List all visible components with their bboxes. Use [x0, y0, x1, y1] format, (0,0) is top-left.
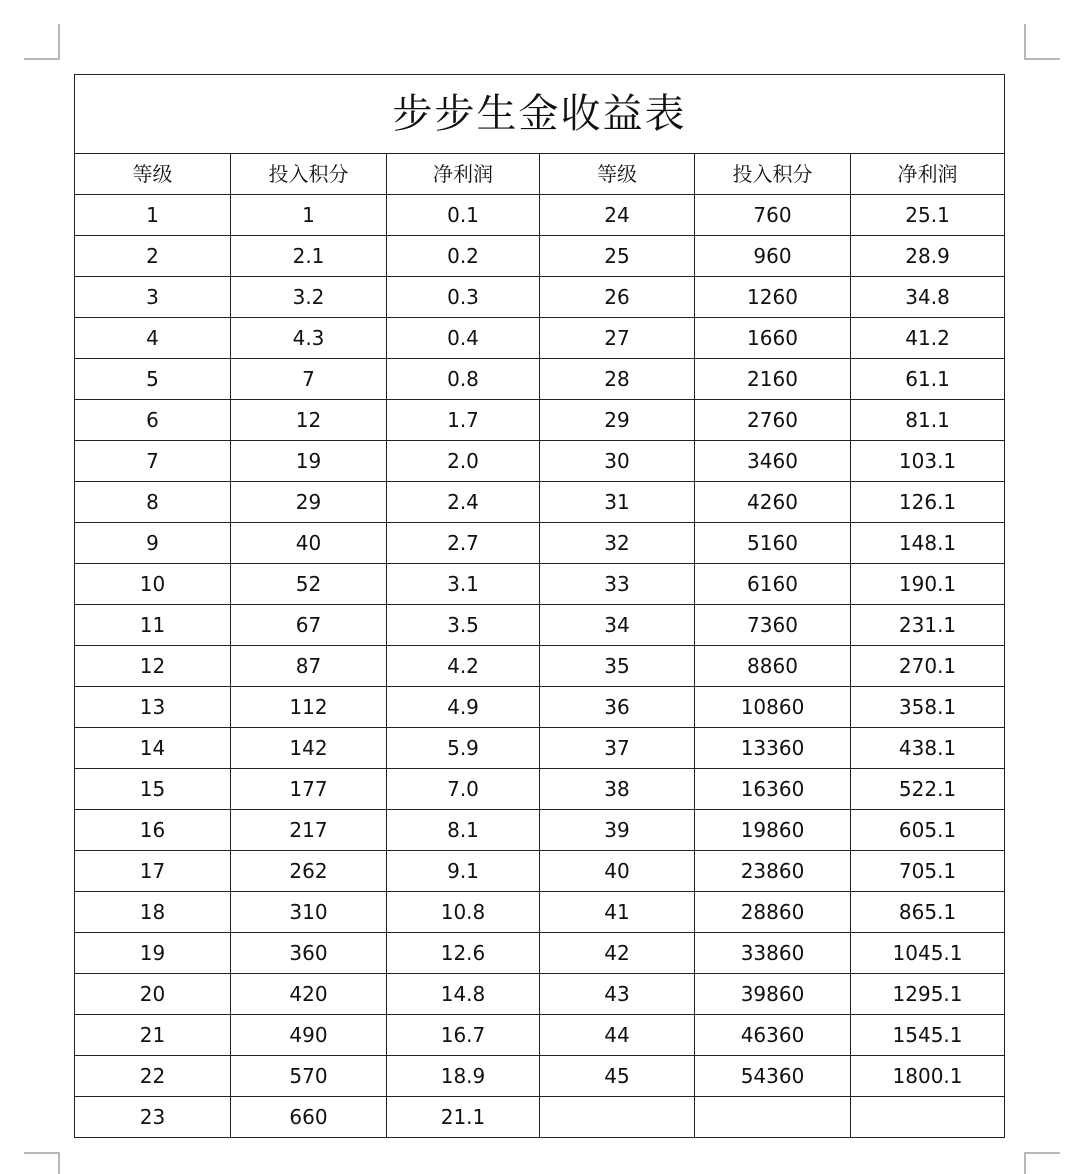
cell-level: 34: [540, 605, 695, 646]
table-row: [75, 195, 1005, 236]
cell-invest-points: 19: [231, 441, 387, 482]
cell-net-profit: 1045.1: [851, 933, 1005, 974]
cell-level: 6: [75, 400, 231, 441]
cell-level: 13: [75, 687, 231, 728]
cell-net-profit: 2.0: [387, 441, 540, 482]
table-row: [75, 441, 1005, 482]
table-row: [75, 892, 1005, 933]
table-row: [75, 646, 1005, 687]
cell-invest-points: 7: [231, 359, 387, 400]
cell-invest-points: 29: [231, 482, 387, 523]
cell-invest-points: 19860: [695, 810, 851, 851]
cell-level: 2: [75, 236, 231, 277]
cell-level: 8: [75, 482, 231, 523]
cell-level: 40: [540, 851, 695, 892]
cell-net-profit: 270.1: [851, 646, 1005, 687]
cell-net-profit: 61.1: [851, 359, 1005, 400]
cell-level: 22: [75, 1056, 231, 1097]
cell-level: 15: [75, 769, 231, 810]
table-row: [75, 769, 1005, 810]
cell-net-profit: 4.9: [387, 687, 540, 728]
cell-level: 25: [540, 236, 695, 277]
header-net-profit: 净利润: [387, 154, 540, 195]
cell-invest-points: 1260: [695, 277, 851, 318]
cell-invest-points: 112: [231, 687, 387, 728]
cell-net-profit: 10.8: [387, 892, 540, 933]
table-row: [75, 564, 1005, 605]
cell-net-profit: 190.1: [851, 564, 1005, 605]
page-corner-mark-bottom-left: [24, 1152, 60, 1174]
table-row: [75, 851, 1005, 892]
cell-net-profit: [851, 1097, 1005, 1138]
cell-invest-points: 177: [231, 769, 387, 810]
cell-level: 21: [75, 1015, 231, 1056]
table-row: [75, 933, 1005, 974]
cell-level: 32: [540, 523, 695, 564]
cell-level: 16: [75, 810, 231, 851]
cell-net-profit: 28.9: [851, 236, 1005, 277]
cell-net-profit: 148.1: [851, 523, 1005, 564]
cell-invest-points: 54360: [695, 1056, 851, 1097]
cell-invest-points: 360: [231, 933, 387, 974]
table-title: 步步生金收益表: [75, 75, 1005, 154]
cell-level: [540, 1097, 695, 1138]
cell-net-profit: 2.7: [387, 523, 540, 564]
cell-level: 38: [540, 769, 695, 810]
cell-level: 31: [540, 482, 695, 523]
cell-invest-points: 960: [695, 236, 851, 277]
cell-net-profit: 438.1: [851, 728, 1005, 769]
cell-level: 39: [540, 810, 695, 851]
cell-net-profit: 4.2: [387, 646, 540, 687]
table-row: [75, 318, 1005, 359]
cell-level: 29: [540, 400, 695, 441]
cell-net-profit: 705.1: [851, 851, 1005, 892]
cell-net-profit: 12.6: [387, 933, 540, 974]
cell-invest-points: 5160: [695, 523, 851, 564]
cell-level: 23: [75, 1097, 231, 1138]
cell-net-profit: 1295.1: [851, 974, 1005, 1015]
cell-level: 33: [540, 564, 695, 605]
cell-invest-points: 4.3: [231, 318, 387, 359]
cell-invest-points: 33860: [695, 933, 851, 974]
cell-invest-points: 52: [231, 564, 387, 605]
cell-net-profit: 25.1: [851, 195, 1005, 236]
header-net-profit: 净利润: [851, 154, 1005, 195]
cell-net-profit: 865.1: [851, 892, 1005, 933]
cell-level: 1: [75, 195, 231, 236]
cell-level: 44: [540, 1015, 695, 1056]
cell-level: 7: [75, 441, 231, 482]
table-row: [75, 400, 1005, 441]
cell-invest-points: 12: [231, 400, 387, 441]
cell-net-profit: 5.9: [387, 728, 540, 769]
table-row: [75, 1015, 1005, 1056]
cell-invest-points: 46360: [695, 1015, 851, 1056]
cell-level: 17: [75, 851, 231, 892]
cell-net-profit: 34.8: [851, 277, 1005, 318]
cell-net-profit: 0.1: [387, 195, 540, 236]
cell-level: 14: [75, 728, 231, 769]
cell-net-profit: 7.0: [387, 769, 540, 810]
table-row: [75, 605, 1005, 646]
cell-invest-points: 570: [231, 1056, 387, 1097]
table-header-row: [75, 154, 1005, 195]
table-row: [75, 728, 1005, 769]
cell-invest-points: 3460: [695, 441, 851, 482]
cell-invest-points: 2760: [695, 400, 851, 441]
cell-net-profit: 1800.1: [851, 1056, 1005, 1097]
cell-level: 45: [540, 1056, 695, 1097]
cell-net-profit: 81.1: [851, 400, 1005, 441]
cell-invest-points: 10860: [695, 687, 851, 728]
cell-net-profit: 103.1: [851, 441, 1005, 482]
table-row: [75, 974, 1005, 1015]
cell-level: 18: [75, 892, 231, 933]
cell-net-profit: 0.2: [387, 236, 540, 277]
cell-invest-points: 4260: [695, 482, 851, 523]
cell-net-profit: 14.8: [387, 974, 540, 1015]
cell-invest-points: 490: [231, 1015, 387, 1056]
cell-net-profit: 18.9: [387, 1056, 540, 1097]
cell-level: 3: [75, 277, 231, 318]
cell-level: 42: [540, 933, 695, 974]
header-level: 等级: [540, 154, 695, 195]
cell-net-profit: 0.4: [387, 318, 540, 359]
cell-invest-points: 13360: [695, 728, 851, 769]
table-row: [75, 277, 1005, 318]
cell-net-profit: 0.8: [387, 359, 540, 400]
cell-invest-points: 87: [231, 646, 387, 687]
cell-level: 28: [540, 359, 695, 400]
table-body: [75, 195, 1005, 1138]
cell-invest-points: 2160: [695, 359, 851, 400]
cell-net-profit: 2.4: [387, 482, 540, 523]
cell-level: 5: [75, 359, 231, 400]
cell-level: 12: [75, 646, 231, 687]
cell-invest-points: 7360: [695, 605, 851, 646]
cell-level: 24: [540, 195, 695, 236]
cell-level: 4: [75, 318, 231, 359]
cell-invest-points: 2.1: [231, 236, 387, 277]
table-row: [75, 482, 1005, 523]
cell-invest-points: 23860: [695, 851, 851, 892]
cell-level: 11: [75, 605, 231, 646]
cell-invest-points: 760: [695, 195, 851, 236]
cell-net-profit: 9.1: [387, 851, 540, 892]
cell-net-profit: 1.7: [387, 400, 540, 441]
cell-net-profit: 522.1: [851, 769, 1005, 810]
cell-net-profit: 126.1: [851, 482, 1005, 523]
cell-invest-points: 16360: [695, 769, 851, 810]
header-level: 等级: [75, 154, 231, 195]
table-row: [75, 810, 1005, 851]
cell-net-profit: 358.1: [851, 687, 1005, 728]
cell-invest-points: 310: [231, 892, 387, 933]
cell-net-profit: 41.2: [851, 318, 1005, 359]
page-corner-mark-bottom-right: [1024, 1152, 1060, 1174]
header-invest-points: 投入积分: [231, 154, 387, 195]
cell-level: 26: [540, 277, 695, 318]
cell-level: 9: [75, 523, 231, 564]
page-corner-mark-top-right: [1024, 24, 1060, 60]
header-invest-points: 投入积分: [695, 154, 851, 195]
cell-net-profit: 3.1: [387, 564, 540, 605]
table-row: [75, 359, 1005, 400]
cell-net-profit: 1545.1: [851, 1015, 1005, 1056]
cell-invest-points: 420: [231, 974, 387, 1015]
cell-level: 27: [540, 318, 695, 359]
cell-invest-points: 660: [231, 1097, 387, 1138]
cell-invest-points: 40: [231, 523, 387, 564]
table-row: [75, 1097, 1005, 1138]
cell-net-profit: 8.1: [387, 810, 540, 851]
cell-net-profit: 605.1: [851, 810, 1005, 851]
cell-invest-points: 142: [231, 728, 387, 769]
table-row: [75, 687, 1005, 728]
cell-net-profit: 21.1: [387, 1097, 540, 1138]
cell-invest-points: 3.2: [231, 277, 387, 318]
cell-level: 43: [540, 974, 695, 1015]
cell-invest-points: 67: [231, 605, 387, 646]
cell-net-profit: 231.1: [851, 605, 1005, 646]
cell-invest-points: 6160: [695, 564, 851, 605]
table-row: [75, 1056, 1005, 1097]
cell-invest-points: 8860: [695, 646, 851, 687]
cell-invest-points: 262: [231, 851, 387, 892]
cell-net-profit: 16.7: [387, 1015, 540, 1056]
table-row: [75, 523, 1005, 564]
cell-invest-points: 1: [231, 195, 387, 236]
cell-net-profit: 3.5: [387, 605, 540, 646]
cell-invest-points: 28860: [695, 892, 851, 933]
cell-level: 19: [75, 933, 231, 974]
cell-level: 35: [540, 646, 695, 687]
cell-level: 20: [75, 974, 231, 1015]
returns-table: [74, 74, 1005, 1138]
cell-invest-points: 1660: [695, 318, 851, 359]
cell-level: 37: [540, 728, 695, 769]
cell-net-profit: 0.3: [387, 277, 540, 318]
cell-level: 36: [540, 687, 695, 728]
cell-level: 30: [540, 441, 695, 482]
table-row: [75, 236, 1005, 277]
cell-invest-points: 217: [231, 810, 387, 851]
page-corner-mark-top-left: [24, 24, 60, 60]
cell-level: 41: [540, 892, 695, 933]
cell-level: 10: [75, 564, 231, 605]
cell-invest-points: [695, 1097, 851, 1138]
cell-invest-points: 39860: [695, 974, 851, 1015]
